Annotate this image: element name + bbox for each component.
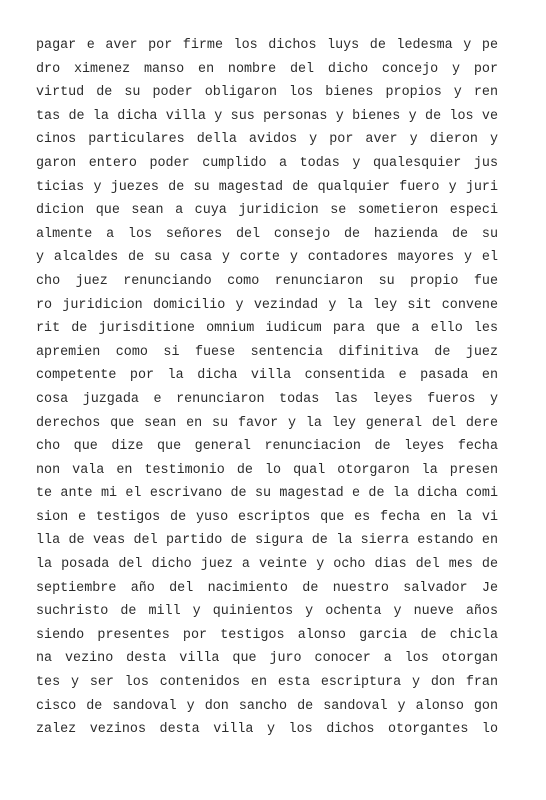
text-line: na vezino desta villa que juro conocer a los otorgan [36,651,498,667]
text-line: zalez vezinos desta villa y los dichos otorgantes lo [36,722,498,738]
text-line: pagar e aver por firme los dichos luys de ledesma y pe [36,38,498,53]
text-line: cosa juzgada e renunciaron todas las leyes fueros y [36,391,498,407]
text-line: sion e testigos de yuso escriptos que es fecha en la vi [36,509,498,525]
text-line: dicion que sean a cuya juridicion se sometieron especi [36,203,498,219]
text-line: almente a los señores del consejo de hazienda de su [36,226,498,242]
text-line: cho que dize que general renunciacion de leyes fecha [36,439,498,455]
transcription-text [36,34,498,742]
text-line: garon entero poder cumplido a todas y qualesquier jus [36,155,498,171]
text-line: cisco de sandoval y don sancho de sandoval y alonso gon [36,698,498,714]
text-line: ro juridicion domicilio y vezindad y la ley sit convene [36,297,498,313]
text-line: ticias y juezes de su magestad de qualquier fuero y juri [36,179,498,195]
text-line: y alcaldes de su casa y corte y contadores mayores y el [36,250,498,266]
text-line: dro ximenez manso en nombre del dicho concejo y por [36,61,498,77]
text-line: non vala en testimonio de lo qual otorgaron la presen [36,462,498,478]
text-line: te ante mi el escrivano de su magestad e de la dicha comi [36,486,498,502]
text-line: suchristo de mill y quinientos y ochenta y nueve años [36,604,498,620]
text-line: competente por la dicha villa consentida e pasada en [36,368,498,384]
text-line: tes y ser los contenidos en esta escriptura y don fran [36,675,498,691]
text-line: derechos que sean en su favor y la ley general del dere [36,415,498,431]
text-line: septiembre año del nacimiento de nuestro salvador Je [36,580,498,596]
text-line: lla de veas del partido de sigura de la sierra estando en [36,533,498,549]
text-line: cinos particulares della avidos y por aver y dieron y [36,132,498,148]
text-line: apremien como si fuese sentencia difinitiva de juez [36,344,498,360]
text-line: virtud de su poder obligaron los bienes propios y ren [36,85,498,101]
text-line: cho juez renunciando como renunciaron su propio fue [36,273,498,289]
text-line: tas de la dicha villa y sus personas y bienes y de los ve [36,108,498,124]
text-line: la posada del dicho juez a veinte y ocho dias del mes de [36,557,498,573]
text-line: siendo presentes por testigos alonso garcia de chicla [36,627,498,643]
text-line: rit de jurisditione omnium iudicum para que a ello les [36,321,498,337]
